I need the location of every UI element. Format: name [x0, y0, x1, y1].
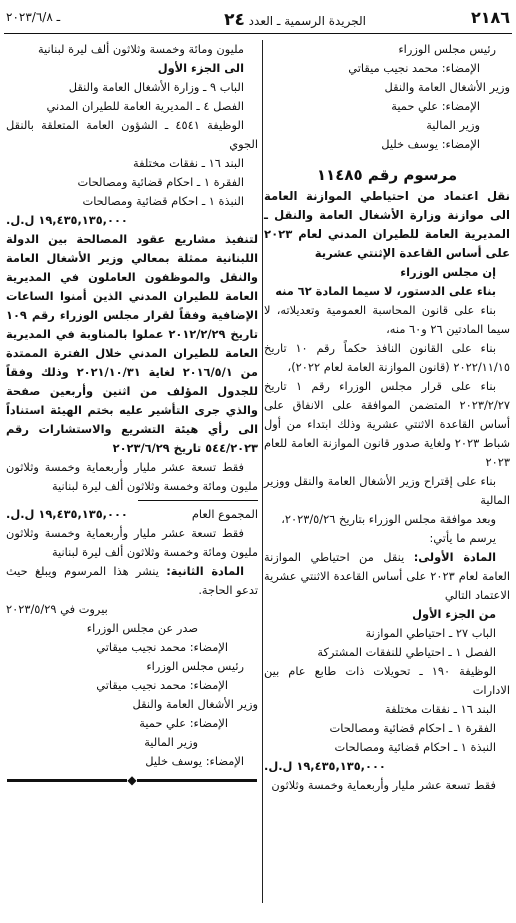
header-rule [4, 33, 512, 34]
signatory-name: الإمضاء: محمد نجيب ميقاتي [96, 678, 228, 692]
signatory-title: وزير المالية [426, 118, 480, 132]
issue-date: ـ ٢٠٢٣/٦/٨ [6, 10, 61, 24]
legal-basis: بناء على إقتراح وزير الأشغال العامة والنقل ووزير المالية [264, 474, 510, 507]
end-bar [7, 779, 127, 782]
legal-basis: بناء على قرار مجلس الوزراء رقم ١ تاريخ ٢٠٢٣/٢/٢٧ المتضمن الموافقة على الانفاق على أساس القاعدة الاثنتي عشرية وذلك ابتداء من أول شباط ٢٠٢٣ ولغاية صدور قانون الموازنة العامة للعام ٢٠٢٣ [264, 379, 510, 469]
issuer: صدر عن مجلس الوزراء [86, 621, 198, 635]
amount-words: فقط تسعة عشر مليار وأربعماية وخمسة وثلاثون مليون ومائة وخمسة وثلاثون ألف ليرة لبنانية [6, 460, 258, 493]
part-heading: من الجزء الأول [412, 607, 496, 621]
signatory-name: الإمضاء: علي حمية [391, 99, 480, 113]
signatory-title: رئيس مجلس الوزراء [398, 42, 496, 56]
purpose-text: لتنفيذ مشاريع عقود المصالحة بين الدولة اللبنانية ممثلة بمعالي وزير الأشغال العامة والنقل والموظفون العاملون في المديرية العامة للطيران المدني الذين أمنوا الساعات الإضافية وفقاً لقرار مجلس الوزراء رقم ١٠٩ تاريخ ٢٠١٢/٢/٢٩ عملوا بالمناوبة في المديرية العامة للطيران المدني خلال الفترة الممتدة من ٢٠١٦/٥/١ لغاية ٢٠٢١/١٠/٣١ وذلك وفقاً للجدول المؤلف من اثنين وأربعين صفحة والذي جرى التأشير عليه بختم الهيئة استناداً الى رأي هيئة التشريع والاستشارات رقم ٥٤٤/٢٠٢٣ تاريخ ٢٠٢٣/٦/٢٩ [6, 232, 258, 455]
legal-basis: بناء على الدستور، لا سيما المادة ٦٢ منه [275, 284, 496, 298]
budget-line: الفقرة ١ ـ احكام قضائية ومصالحات [329, 721, 496, 735]
total-line [6, 505, 258, 524]
amount: ١٩,٤٣٥,١٣٥,٠٠٠ ل.ل. [264, 759, 386, 773]
budget-line: الوظيفة ١٩٠ ـ تحويلات ذات طابع عام بين الادارات [264, 664, 510, 697]
end-bar [137, 779, 257, 782]
issue-number: ٢٤ [224, 10, 245, 30]
budget-line: النبذة ١ ـ احكام قضائية ومصالحات [334, 740, 496, 754]
signatory-name: الإمضاء: محمد نجيب ميقاتي [96, 640, 228, 654]
signatory-name: الإمضاء: يوسف خليل [145, 754, 244, 768]
diamond-icon: ◆ [127, 773, 137, 787]
end-mark [6, 771, 258, 790]
place-date: بيروت في ٢٠٢٣/٥/٢٩ [6, 602, 108, 616]
approval-line: وبعد موافقة مجلس الوزراء بتاريخ ٢٠٢٣/٥/٢٦، [281, 512, 496, 526]
budget-line: الفقرة ١ ـ احكام قضائية ومصالحات [77, 175, 244, 189]
right-column [264, 40, 510, 917]
budget-line: البند ١٦ ـ نفقات مختلفة [133, 156, 244, 170]
article-text: ينقل من احتياطي الموازنة العامة لعام ٢٠٢٣ على أساس القاعدة الاثنتي عشرية الاعتماد التالي [264, 550, 510, 602]
article-label: المادة الثانية: [166, 564, 244, 578]
left-column [6, 40, 258, 917]
publication-title [224, 10, 366, 30]
budget-line: النبذة ١ ـ احكام قضائية ومصالحات [82, 194, 244, 208]
signatory-name: الإمضاء: علي حمية [139, 716, 228, 730]
budget-line: الباب ٢٧ ـ احتياطي الموازنة [365, 626, 496, 640]
amount-words: فقط تسعة عشر مليار وأربعماية وخمسة وثلاثون [271, 778, 496, 792]
part-heading: الى الجزء الأول [157, 61, 244, 75]
budget-line: الفصل ١ ـ احتياطي للنفقات المشتركة [317, 645, 496, 659]
signatory-title: وزير المالية [144, 735, 198, 749]
council-heading: إن مجلس الوزراء [400, 265, 496, 279]
signatory-name: الإمضاء: يوسف خليل [381, 137, 480, 151]
spacer [264, 154, 510, 162]
amount-words: مليون ومائة وخمسة وثلاثون ألف ليرة لبنانية [37, 42, 244, 56]
total-rule [138, 500, 258, 501]
legal-basis: بناء على قانون المحاسبة العمومية وتعديلاته، لا سيما المادتين ٢٦ و٦٠ منه، [264, 303, 510, 336]
signatory-title: رئيس مجلس الوزراء [146, 659, 244, 673]
column-divider [262, 40, 263, 903]
article-two [6, 562, 258, 600]
page-number: ٢١٨٦ [470, 8, 510, 27]
budget-line: الفصل ٤ ـ المديرية العامة للطيران المدني [46, 99, 244, 113]
publication-name: الجريدة الرسمية ـ العدد [248, 14, 366, 28]
page-header [0, 0, 516, 34]
budget-line: البند ١٦ ـ نفقات مختلفة [385, 702, 496, 716]
total-amount: ١٩,٤٣٥,١٣٥,٠٠٠ ل.ل. [6, 507, 128, 521]
budget-line: الباب ٩ ـ وزارة الأشغال العامة والنقل [68, 80, 244, 94]
signatory-name: الإمضاء: محمد نجيب ميقاتي [348, 61, 480, 75]
article-label: المادة الأولى: [413, 550, 496, 564]
signatory-title: وزير الأشغال العامة والنقل [132, 697, 258, 711]
decree-title: مرسوم رقم ١١٤٨٥ [316, 166, 458, 184]
article-text: ينشر هذا المرسوم ويبلغ حيث تدعو الحاجة. [6, 564, 258, 597]
amount-words: فقط تسعة عشر مليار وأربعماية وخمسة وثلاثون مليون ومائة وخمسة وثلاثون ألف ليرة لبنانية [6, 526, 258, 559]
budget-line: الوظيفة ٤٥٤١ ـ الشؤون العامة المتعلقة بالنقل الجوي [6, 118, 258, 151]
decree-subject: نقل اعتماد من احتياطي الموازنة العامة الى موازنة وزارة الأشغال العامة والنقل ـ المديرية العامة للطيران المدني لعام ٢٠٢٣ على أساس القاعدة الإثنتي عشرية [264, 189, 510, 260]
legal-basis: بناء على القانون النافذ حكماً رقم ١٠ تاريخ ٢٠٢٢/١١/١٥ (قانون الموازنة العامة لعام ٢٠٢٢)، [264, 341, 510, 374]
article-one [264, 548, 510, 605]
total-label: المجموع العام [191, 507, 258, 521]
amount: ١٩,٤٣٥,١٣٥,٠٠٠ ل.ل. [6, 213, 128, 227]
signatory-title: وزير الأشغال العامة والنقل [384, 80, 510, 94]
decree-line: يرسم ما يأتي: [429, 531, 496, 545]
